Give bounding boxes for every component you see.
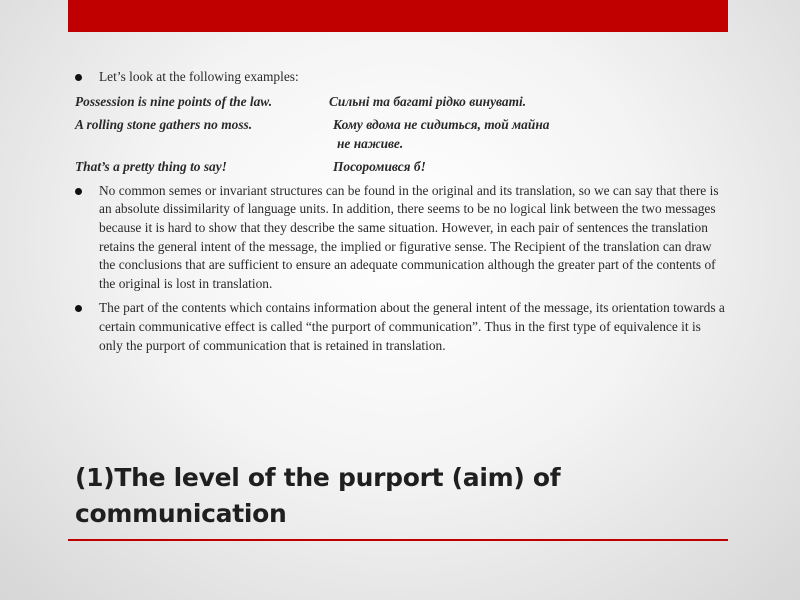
bullet-icon — [75, 74, 82, 81]
paragraph-bullet — [75, 299, 725, 355]
intro-bullet — [75, 68, 725, 87]
paragraph-bullet — [75, 182, 725, 294]
slide-body — [75, 68, 725, 361]
example-english: A rolling stone gathers no moss. — [75, 117, 253, 133]
example-ukrainian: Сильні та багаті рідко винуваті. — [329, 93, 527, 109]
paragraph-text: No common semes or invariant structures can be found in the original and its translation, so we can say that there is an absolute dissimilarity of language units. In addition, there seems to be no logical link between the two messages because it is hard to show that they describe the same situation. However, in each pair of sentences the translation retains the general intent of the message, the implied or figurative sense. The Recipient of the translation can draw the conclusions that are sufficient to ensure an adequate communication although the greater part of the contents of the original is lost in translation. — [99, 182, 719, 291]
example-english: That’s a pretty thing to say! — [75, 159, 227, 175]
example-ukrainian: Посоромився б! — [333, 159, 426, 175]
bullet-icon — [75, 305, 82, 312]
example-row — [75, 93, 725, 112]
bullet-icon — [75, 188, 82, 195]
title-underline — [68, 539, 728, 541]
example-ukrainian-continued: не наживе. — [337, 135, 404, 151]
slide-title: (1)The level of the purport (aim) of communication — [75, 463, 561, 528]
example-row — [75, 158, 725, 177]
example-ukrainian: Кому вдома не сидиться, той майна — [333, 117, 550, 133]
example-ukrainian-block — [333, 116, 549, 153]
example-row — [75, 116, 725, 153]
top-accent-bar — [68, 0, 728, 32]
example-english: Possession is nine points of the law. — [75, 93, 273, 109]
intro-text: Let’s look at the following examples: — [99, 69, 299, 84]
paragraph-text: The part of the contents which contains information about the general intent of the message, its orientation towards a certain communicative effect is called “the purport of communication”. Thus in the first type of equivalence it is only the purport of communication that is retained in translation. — [99, 300, 725, 353]
